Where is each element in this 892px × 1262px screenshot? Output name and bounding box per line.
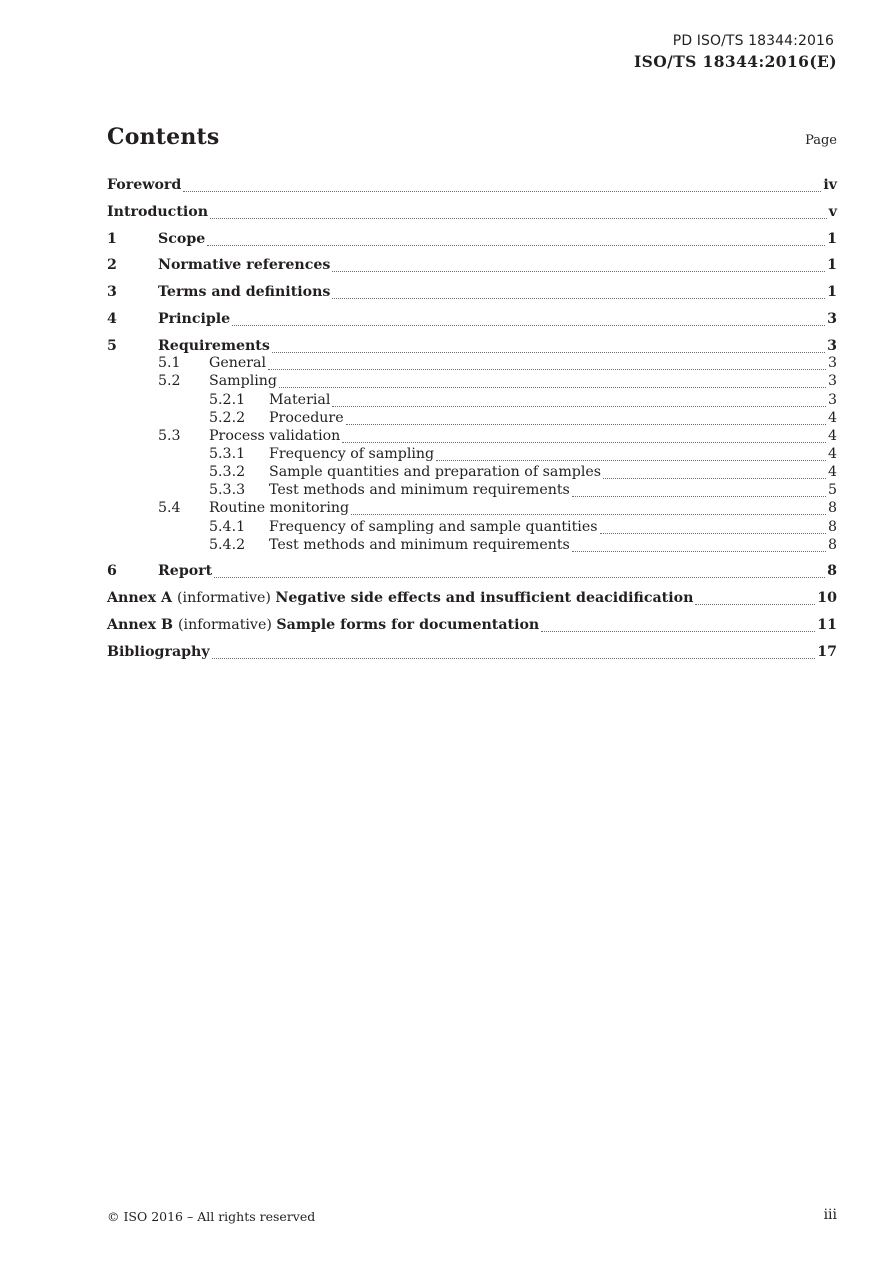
toc-entry-page: 4 (827, 410, 837, 426)
page-number: iii (823, 1207, 837, 1223)
toc-entry[interactable] (107, 202, 837, 222)
toc-entry[interactable] (107, 353, 837, 373)
toc-entry-label: Frequency of sampling and sample quantities (269, 519, 598, 535)
toc-entry-label: Sample quantities and preparation of samples (269, 464, 602, 480)
toc-entry-page: 4 (827, 428, 837, 444)
toc-entry[interactable] (107, 615, 837, 635)
toc-entry-page: 1 (827, 284, 837, 300)
toc-entry[interactable] (107, 426, 837, 446)
toc-entry[interactable] (107, 642, 837, 662)
toc-entry-label (107, 615, 539, 635)
toc-entry-page: 8 (827, 519, 837, 535)
toc-entry-label: Report (158, 563, 213, 579)
toc-entry-page: 3 (827, 392, 837, 408)
toc-entry-number: 5.3.1 (209, 446, 246, 462)
dot-leader (541, 630, 815, 632)
toc-entry-label: Scope (158, 231, 206, 247)
toc-entry-label: Sampling (209, 373, 278, 389)
toc-entry-number: 5.2.2 (209, 410, 246, 426)
toc-entry-number: 5.4.2 (209, 537, 246, 553)
annex-title: Sample forms for documentation (276, 617, 540, 633)
toc-entry-number: 5.4.1 (209, 519, 246, 535)
toc-entry-number: 5.3.3 (209, 482, 246, 498)
toc-entry-page: 4 (827, 464, 837, 480)
toc-entry-page: 3 (827, 373, 837, 389)
toc-entry-number: 5.1 (158, 355, 181, 371)
toc-entry[interactable] (107, 462, 837, 482)
toc-entry-number: 5.2 (158, 373, 181, 389)
toc-entry[interactable] (107, 480, 837, 500)
toc-entry[interactable] (107, 229, 837, 249)
toc-entry-label: Test methods and minimum requirements (269, 537, 570, 553)
toc-entry[interactable] (107, 517, 837, 537)
dot-leader (268, 368, 826, 370)
document-id: PD ISO/TS 18344:2016 (672, 33, 834, 49)
annex-type: (informative) (178, 617, 277, 633)
dot-leader (210, 217, 827, 219)
toc-entry-number: 5.3 (158, 428, 181, 444)
toc-entry-number: 4 (107, 311, 117, 327)
toc-entry-label: Procedure (269, 410, 344, 426)
dot-leader (346, 423, 826, 425)
toc-entry-label: Introduction (107, 204, 209, 220)
toc-entry-label: Terms and definitions (158, 284, 331, 300)
toc-entry-label: Principle (158, 311, 231, 327)
dot-leader (332, 297, 825, 299)
toc-entry-page: 11 (817, 617, 837, 633)
annex-title: Negative side effects and insufficient deacidification (275, 590, 694, 606)
dot-leader (214, 576, 825, 578)
toc-entry-label: Test methods and minimum requirements (269, 482, 570, 498)
toc-entry-number: 5.3.2 (209, 464, 246, 480)
toc-entry-page: 3 (827, 355, 837, 371)
toc-entry-number: 3 (107, 284, 117, 300)
dot-leader (332, 405, 826, 407)
dot-leader (436, 459, 826, 461)
dot-leader (572, 495, 826, 497)
toc-entry-page: 4 (827, 446, 837, 462)
toc-entry[interactable] (107, 255, 837, 275)
dot-leader (212, 657, 816, 659)
dot-leader (351, 513, 826, 515)
toc-entry-label: Foreword (107, 177, 182, 193)
toc-entry[interactable] (107, 371, 837, 391)
toc-entry[interactable] (107, 175, 837, 195)
annex-label: Annex A (107, 590, 178, 606)
toc-entry-page: 1 (827, 231, 837, 247)
toc-entry[interactable] (107, 408, 837, 428)
toc-entry[interactable] (107, 390, 837, 410)
dot-leader (183, 190, 821, 192)
toc-entry-page: 3 (827, 311, 837, 327)
annex-type: (informative) (177, 590, 276, 606)
toc-entry[interactable] (107, 444, 837, 464)
toc-entry-page: 10 (817, 590, 837, 606)
toc-entry-page: v (828, 204, 837, 220)
page-column-label: Page (805, 133, 837, 148)
toc-entry-label: Process validation (209, 428, 341, 444)
toc-entry[interactable] (107, 498, 837, 518)
annex-label: Annex B (107, 617, 178, 633)
page-title: Contents (107, 124, 220, 150)
toc-entry-number: 5.4 (158, 500, 181, 516)
toc-entry-number: 1 (107, 231, 117, 247)
toc-entry-page: 8 (827, 500, 837, 516)
toc-entry-page: 8 (827, 537, 837, 553)
toc-entry-page: 17 (817, 644, 837, 660)
dot-leader (279, 386, 826, 388)
toc-entry-number: 6 (107, 563, 117, 579)
toc-entry-page: iv (823, 177, 837, 193)
copyright-notice: © ISO 2016 – All rights reserved (107, 1209, 316, 1224)
dot-leader (603, 477, 826, 479)
toc-entry-label (107, 588, 693, 608)
dot-leader (342, 441, 826, 443)
dot-leader (232, 324, 825, 326)
toc-entry-label: Bibliography (107, 644, 210, 660)
toc-entry[interactable] (107, 309, 837, 329)
toc-entry[interactable] (107, 535, 837, 555)
toc-entry-label: Routine monitoring (209, 500, 350, 516)
dot-leader (207, 244, 825, 246)
toc-entry-label: Requirements (158, 338, 270, 354)
toc-entry[interactable] (107, 282, 837, 302)
toc-entry-label: Frequency of sampling (269, 446, 435, 462)
toc-entry-label: General (209, 355, 267, 371)
dot-leader (695, 603, 815, 605)
document-id-edition: ISO/TS 18344:2016(E) (634, 52, 837, 71)
toc-entry-page: 3 (827, 338, 837, 354)
dot-leader (572, 550, 826, 552)
toc-entry-label: Normative references (158, 257, 331, 273)
toc-entry-label: Material (269, 392, 331, 408)
dot-leader (600, 532, 826, 534)
toc-entry-page: 8 (827, 563, 837, 579)
toc-entry-number: 5 (107, 338, 117, 354)
toc-entry-number: 5.2.1 (209, 392, 246, 408)
toc-entry-page: 5 (827, 482, 837, 498)
toc-entry[interactable] (107, 588, 837, 608)
toc-entry-number: 2 (107, 257, 117, 273)
toc-entry-page: 1 (827, 257, 837, 273)
dot-leader (332, 270, 825, 272)
toc-entry[interactable] (107, 561, 837, 581)
